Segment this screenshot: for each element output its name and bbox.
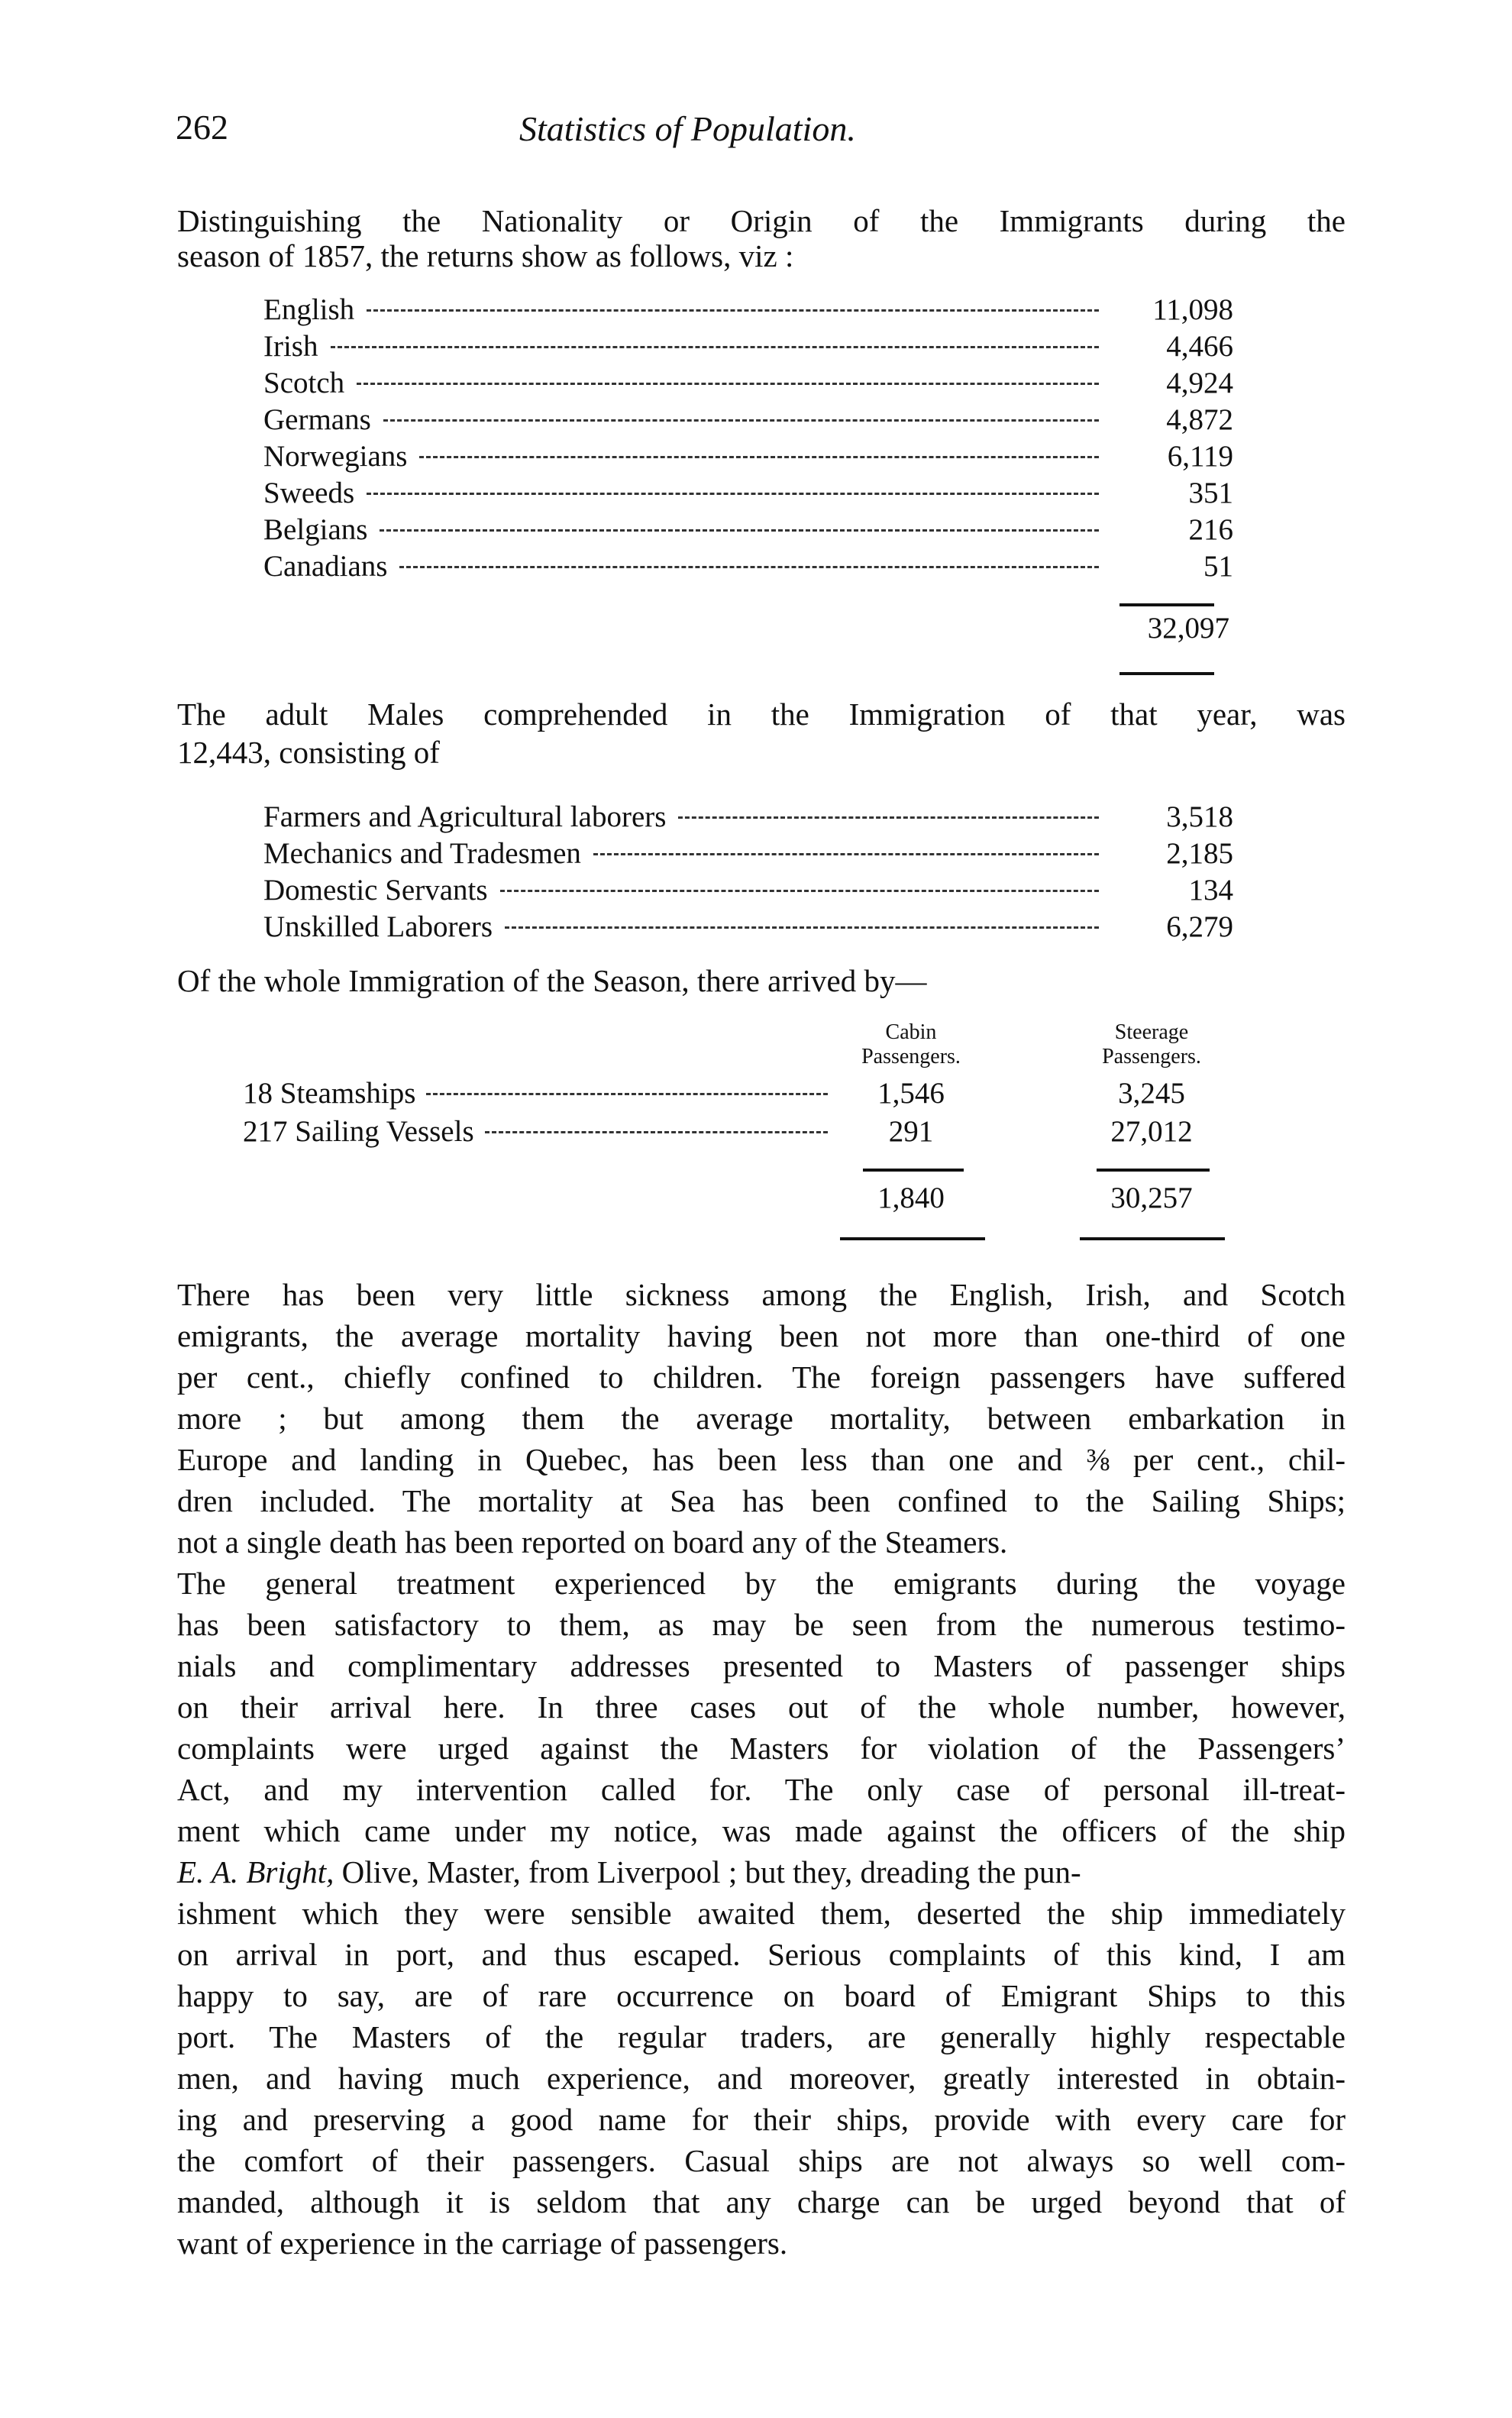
table-row bbox=[263, 402, 1233, 438]
total-rule bbox=[840, 1237, 985, 1240]
dot-leader bbox=[357, 383, 1099, 385]
steerage-total: 30,257 bbox=[1110, 1182, 1193, 1214]
vessel-label-cell bbox=[243, 1114, 838, 1150]
total-rule bbox=[1119, 603, 1214, 606]
steerage-value: 3,245 bbox=[1118, 1077, 1185, 1110]
body-line: The general treatment experienced by the emigrants during the voyage bbox=[177, 1566, 1346, 1601]
row-value: 4,872 bbox=[1166, 403, 1233, 436]
body-line: Europe and landing in Quebec, has been less than one and ⅜ per cent., chil- bbox=[177, 1442, 1346, 1477]
body-line: ing and preserving a good name for their ships, provide with every care for bbox=[177, 2102, 1346, 2137]
table-row bbox=[263, 512, 1233, 548]
row-value: 4,924 bbox=[1166, 367, 1233, 399]
dot-leader bbox=[380, 529, 1099, 532]
body-line: on arrival in port, and thus escaped. Serious complaints of this kind, I am bbox=[177, 1937, 1346, 1972]
row-value: 51 bbox=[1203, 550, 1233, 583]
males-line: The adult Males comprehended in the Immigration of that year, was bbox=[177, 697, 1346, 732]
total-rule bbox=[1080, 1237, 1225, 1240]
steerage-value: 27,012 bbox=[1110, 1115, 1193, 1148]
body-line: men, and having much experience, and moreover, greatly interested in obtain- bbox=[177, 2061, 1346, 2096]
dot-leader bbox=[500, 890, 1099, 892]
row-label: Sweeds bbox=[263, 477, 355, 509]
dot-leader bbox=[367, 309, 1099, 312]
body-line: port. The Masters of the regular traders, are generally highly respectable bbox=[177, 2019, 1346, 2054]
arrivals-intro: Of the whole Immigration of the Season, there arrived by— bbox=[177, 963, 927, 998]
body-line: Act, and my intervention called for. The only case of personal ill-treat- bbox=[177, 1772, 1346, 1807]
row-value: 6,279 bbox=[1166, 910, 1233, 943]
row-value: 134 bbox=[1188, 874, 1233, 907]
body-line: manded, although it is seldom that any charge can be urged beyond that of bbox=[177, 2184, 1346, 2219]
column-header-line: Passengers. bbox=[861, 1045, 961, 1068]
column-header-line: Steerage bbox=[1114, 1020, 1189, 1044]
cabin-column-header bbox=[838, 1020, 984, 1069]
row-label: 217 Sailing Vessels bbox=[243, 1115, 474, 1148]
body-line: want of experience in the carriage of passengers. bbox=[177, 2226, 788, 2261]
body-line: the comfort of their passengers. Casual ships are not always so well com- bbox=[177, 2143, 1346, 2178]
row-label: Belgians bbox=[263, 513, 368, 546]
table-row bbox=[243, 1075, 1236, 1112]
row-label: Canadians bbox=[263, 550, 388, 583]
dot-leader bbox=[383, 419, 1099, 422]
row-label: Irish bbox=[263, 330, 318, 363]
body-line-ship bbox=[177, 1851, 1346, 1893]
ship-name: E. A. Bright, bbox=[177, 1854, 334, 1889]
body-line: There has been very little sickness among the English, Irish, and Scotch bbox=[177, 1277, 1346, 1312]
table-row bbox=[263, 292, 1233, 328]
males-line: 12,443, consisting of bbox=[177, 735, 440, 770]
intro-line: Distinguishing the Nationality or Origin of the Immigrants during the bbox=[177, 203, 1346, 238]
steerage-column-header bbox=[1068, 1020, 1236, 1069]
dot-leader bbox=[426, 1093, 828, 1095]
table-row bbox=[243, 1114, 1236, 1150]
dot-leader bbox=[419, 456, 1099, 458]
body-line: per cent., chiefly confined to children. The foreign passengers have suffered bbox=[177, 1359, 1346, 1395]
body-line: ishment which they were sensible awaited them, deserted the ship immediately bbox=[177, 1896, 1346, 1931]
nationality-total: 32,097 bbox=[1147, 612, 1229, 645]
body-line-continuation: Olive, Master, from Liverpool ; but they, dreading the pun- bbox=[334, 1854, 1081, 1889]
body-line: nials and complimentary addresses presented to Masters of passenger ships bbox=[177, 1648, 1346, 1683]
row-value: 351 bbox=[1188, 477, 1233, 509]
table-row bbox=[263, 475, 1233, 512]
row-label: Mechanics and Tradesmen bbox=[263, 837, 581, 870]
row-value: 6,119 bbox=[1167, 440, 1233, 473]
dot-leader bbox=[331, 346, 1100, 348]
row-value: 3,518 bbox=[1166, 800, 1233, 833]
row-label: Norwegians bbox=[263, 440, 408, 473]
row-value: 11,098 bbox=[1152, 293, 1233, 326]
body-line: emigrants, the average mortality having been not more than one-third of one bbox=[177, 1318, 1346, 1353]
dot-leader bbox=[399, 566, 1099, 568]
cabin-total: 1,840 bbox=[877, 1182, 945, 1214]
total-rule bbox=[863, 1169, 964, 1172]
dot-leader bbox=[367, 493, 1099, 495]
vessel-label-cell bbox=[243, 1075, 838, 1112]
table-row bbox=[263, 799, 1233, 836]
body-line: more ; but among them the average mortality, between embarkation in bbox=[177, 1401, 1346, 1436]
row-value: 4,466 bbox=[1166, 330, 1233, 363]
row-value: 2,185 bbox=[1166, 837, 1233, 870]
column-header-line: Passengers. bbox=[1102, 1045, 1201, 1068]
body-line: not a single death has been reported on board any of the Steamers. bbox=[177, 1524, 1008, 1560]
total-rule bbox=[1119, 672, 1214, 675]
column-header-line: Cabin bbox=[885, 1020, 937, 1044]
table-row bbox=[263, 548, 1233, 585]
dot-leader bbox=[593, 853, 1099, 855]
dot-leader bbox=[485, 1131, 828, 1133]
row-label: Unskilled Laborers bbox=[263, 910, 493, 943]
table-row bbox=[263, 328, 1233, 365]
row-label: Germans bbox=[263, 403, 371, 436]
table-row bbox=[263, 836, 1233, 872]
table-row bbox=[263, 909, 1233, 946]
dot-leader bbox=[678, 816, 1099, 819]
row-value: 216 bbox=[1188, 513, 1233, 546]
body-line: on their arrival here. In three cases out of the whole number, however, bbox=[177, 1689, 1346, 1725]
row-label: 18 Steamships bbox=[243, 1077, 416, 1110]
page-number: 262 bbox=[176, 108, 228, 147]
table-row bbox=[263, 872, 1233, 909]
cabin-value: 1,546 bbox=[877, 1077, 945, 1110]
body-line: ment which came under my notice, was made against the officers of the ship bbox=[177, 1813, 1346, 1848]
table-row bbox=[263, 438, 1233, 475]
row-label: Farmers and Agricultural laborers bbox=[263, 800, 667, 833]
body-line: complaints were urged against the Masters for violation of the Passengers’ bbox=[177, 1731, 1346, 1766]
body-line: has been satisfactory to them, as may be seen from the numerous testimo- bbox=[177, 1607, 1346, 1642]
total-rule bbox=[1097, 1169, 1210, 1172]
row-label: English bbox=[263, 293, 355, 326]
running-title: Statistics of Population. bbox=[519, 109, 856, 148]
body-line: happy to say, are of rare occurrence on board of Emigrant Ships to this bbox=[177, 1978, 1346, 2013]
intro-line: season of 1857, the returns show as follows, viz : bbox=[177, 238, 794, 273]
row-label: Scotch bbox=[263, 367, 345, 399]
body-line: dren included. The mortality at Sea has been confined to the Sailing Ships; bbox=[177, 1483, 1346, 1518]
dot-leader bbox=[505, 926, 1099, 929]
cabin-value: 291 bbox=[888, 1115, 934, 1148]
table-row bbox=[263, 365, 1233, 402]
row-label: Domestic Servants bbox=[263, 874, 488, 907]
